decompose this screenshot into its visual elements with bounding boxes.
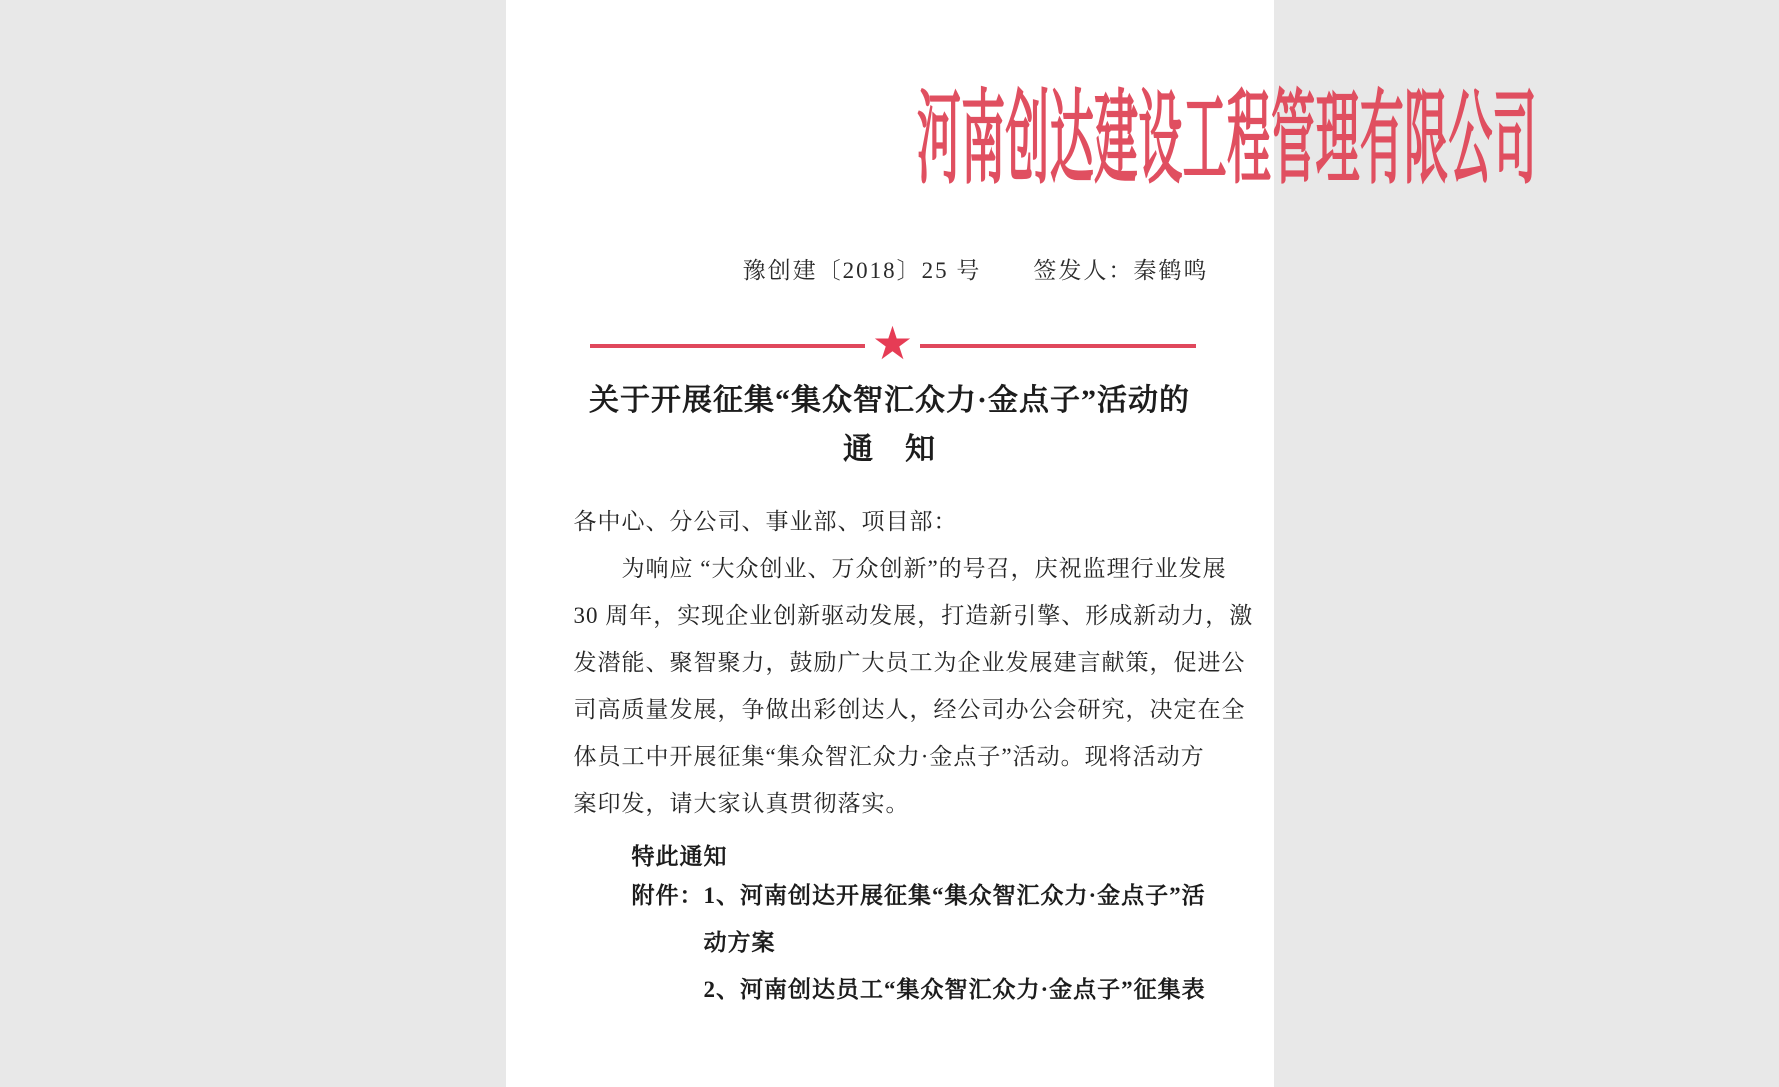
attachment-line: 2、河南创达员工“集众智汇众力·金点子”征集表 (703, 977, 1206, 1002)
doc-meta-line (592, 252, 1360, 285)
document-title-line2: 通 知 (843, 433, 936, 466)
divider-rule-left (590, 344, 865, 348)
company-letterhead (506, 84, 1537, 198)
body-line: 体员工中开展征集“集众智汇众力·金点子”活动。现将活动方 (573, 744, 1205, 769)
body-line: 发潜能、聚智聚力，鼓励广大员工为企业发展建言献策，促进公 (573, 650, 1246, 675)
attachment-line: 动方案 (703, 930, 776, 955)
salutation: 各中心、分公司、事业部、项目部： (573, 509, 958, 534)
document-page (506, 0, 1537, 1087)
body-line: 为响应 “大众创业、万众创新”的号召，庆祝监理行业发展 (573, 556, 1227, 581)
document-title (506, 376, 1274, 474)
company-name-text: 河南创达建设工程管理有限公司 (916, 84, 1537, 197)
body-line: 案印发，请大家认真贯彻落实。 (573, 791, 910, 816)
attachments-section (574, 872, 1222, 1013)
closing-phrase: 特此通知 (631, 844, 728, 869)
body-line: 30 周年，实现企业创新驱动发展，打造新引擎、形成新动力，激 (573, 603, 1254, 628)
star-icon: ★ (871, 318, 914, 369)
doc-number: 豫创建〔2018〕25 号 (742, 258, 982, 283)
attachments-label: 附件： (631, 883, 704, 908)
issuer: 签发人：秦鹤鸣 (1033, 258, 1209, 283)
body-paragraph (573, 545, 1254, 827)
divider-rule-right (920, 344, 1195, 348)
attachments-list (704, 872, 1222, 1013)
attachment-line: 1、河南创达开展征集“集众智汇众力·金点子”活 (703, 883, 1206, 908)
document-body (573, 498, 1254, 880)
body-line: 司高质量发展，争做出彩创达人，经公司办公会研究，决定在全 (573, 697, 1246, 722)
red-divider (590, 318, 1196, 370)
document-title-line1: 关于开展征集“集众智汇众力·金点子”活动的 (588, 384, 1190, 417)
